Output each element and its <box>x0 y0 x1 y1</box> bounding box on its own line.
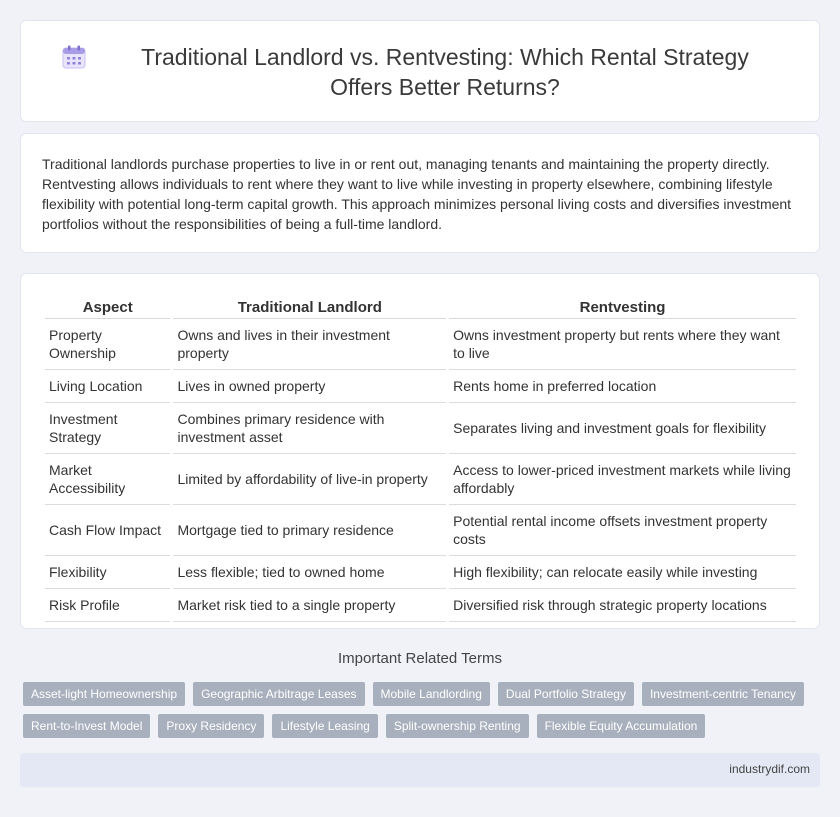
rentvesting-cell: Potential rental income offsets investment property costs <box>449 505 796 556</box>
rentvesting-cell: Access to lower-priced investment markets while living affordably <box>449 454 796 505</box>
aspect-cell: Flexibility <box>45 556 170 589</box>
intro-paragraph: Traditional landlords purchase properties to live in or rent out, managing tenants and maintaining the property directly. Rentvesting allows individuals to rent where they want to live while investing in property elsewhere, combining lifestyle flexibility with potential long-term capital growth. This approach minimizes personal living costs and diversifies investment portfolios without the responsibilities of being a full-time landlord. <box>42 156 792 232</box>
related-terms-list <box>23 682 813 738</box>
aspect-cell: Property Ownership <box>45 319 170 370</box>
footer-site-link[interactable]: industrydif.com <box>729 762 810 776</box>
table-row <box>45 556 796 589</box>
header-aspect: Aspect <box>45 296 170 319</box>
related-term-tag[interactable]: Lifestyle Leasing <box>272 714 377 738</box>
traditional-cell: Limited by affordability of live-in property <box>173 454 446 505</box>
traditional-cell: Mortgage tied to primary residence <box>173 505 446 556</box>
table-header-row <box>45 296 796 319</box>
table-row <box>45 454 796 505</box>
title-row <box>21 21 821 123</box>
aspect-cell: Market Accessibility <box>45 454 170 505</box>
aspect-cell: Living Location <box>45 370 170 403</box>
calendar-icon <box>61 44 87 70</box>
rentvesting-cell: High flexibility; can relocate easily while investing <box>449 556 796 589</box>
traditional-cell: Market risk tied to a single property <box>173 589 446 622</box>
rentvesting-cell: Owns investment property but rents where they want to live <box>449 319 796 370</box>
related-term-tag[interactable]: Proxy Residency <box>158 714 264 738</box>
title-card <box>20 20 820 122</box>
intro-card <box>20 133 820 253</box>
table-row <box>45 319 796 370</box>
comparison-card <box>20 273 820 629</box>
aspect-cell: Investment Strategy <box>45 403 170 454</box>
related-term-tag[interactable]: Asset-light Homeownership <box>23 682 185 706</box>
table-row <box>45 370 796 403</box>
header-rentvesting: Rentvesting <box>449 296 796 319</box>
table-row <box>45 589 796 622</box>
table-row <box>45 403 796 454</box>
related-term-tag[interactable]: Mobile Landlording <box>373 682 490 706</box>
rentvesting-cell: Diversified risk through strategic property locations <box>449 589 796 622</box>
header-traditional-landlord: Traditional Landlord <box>173 296 446 319</box>
traditional-cell: Owns and lives in their investment property <box>173 319 446 370</box>
rentvesting-cell: Rents home in preferred location <box>449 370 796 403</box>
traditional-cell: Less flexible; tied to owned home <box>173 556 446 589</box>
related-term-tag[interactable]: Dual Portfolio Strategy <box>498 682 634 706</box>
aspect-cell: Risk Profile <box>45 589 170 622</box>
related-term-tag[interactable]: Split-ownership Renting <box>386 714 529 738</box>
related-term-tag[interactable]: Flexible Equity Accumulation <box>537 714 706 738</box>
footer <box>20 753 820 787</box>
related-term-tag[interactable]: Investment-centric Tenancy <box>642 682 804 706</box>
related-term-tag[interactable]: Rent-to-Invest Model <box>23 714 150 738</box>
comparison-table <box>42 296 799 622</box>
traditional-cell: Combines primary residence with investment asset <box>173 403 446 454</box>
traditional-cell: Lives in owned property <box>173 370 446 403</box>
rentvesting-cell: Separates living and investment goals for flexibility <box>449 403 796 454</box>
related-term-tag[interactable]: Geographic Arbitrage Leases <box>193 682 364 706</box>
related-terms-heading: Important Related Terms <box>338 650 502 667</box>
table-row <box>45 505 796 556</box>
aspect-cell: Cash Flow Impact <box>45 505 170 556</box>
page-title: Traditional Landlord vs. Rentvesting: Which Rental Strategy Offers Better Returns? <box>141 44 749 100</box>
